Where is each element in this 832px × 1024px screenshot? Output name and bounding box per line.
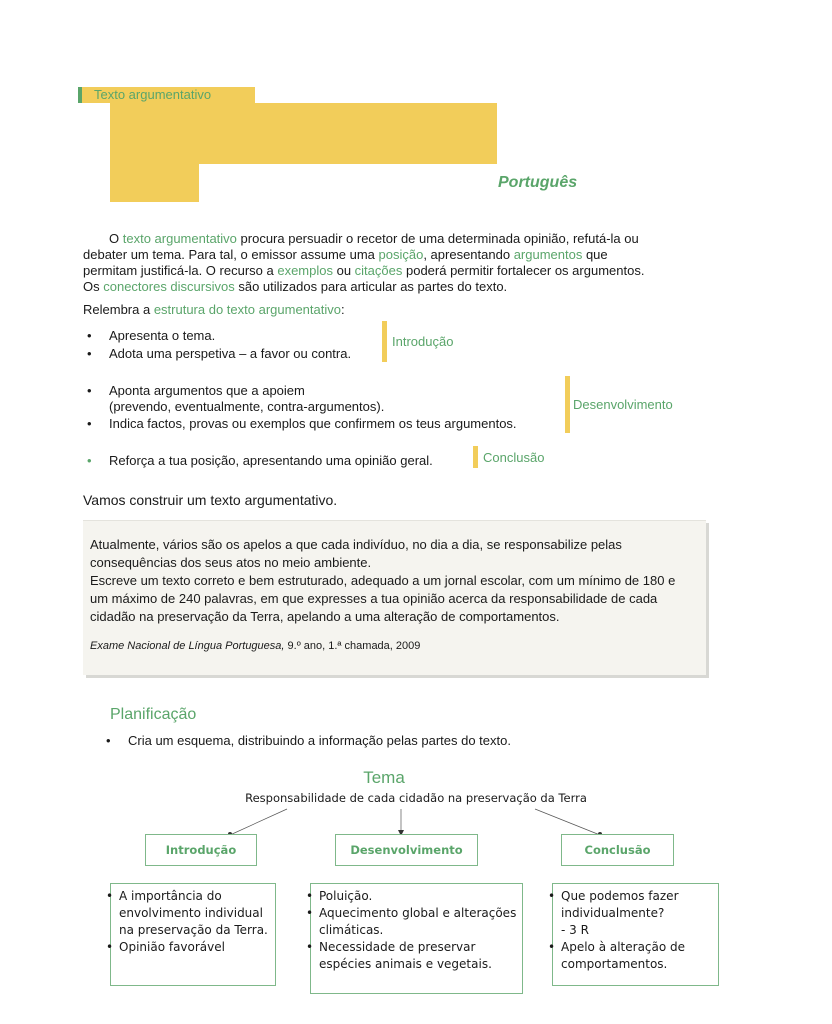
planning-instruction: • Cria um esquema, distribuindo a informação pelas partes do texto. <box>106 733 511 748</box>
list-item: • Que podemos fazer individualmente? - 3 R <box>548 889 679 937</box>
diagram-head-introducao: Introdução <box>145 834 257 866</box>
vamos-heading: Vamos construir um texto argumentativo. <box>83 492 338 508</box>
dev-bracket <box>565 376 570 433</box>
list-item: • Apelo à alteração de comportamentos. <box>548 940 686 971</box>
exam-source: Exame Nacional de Língua Portuguesa, 9.º ano, 1.ª chamada, 2009 <box>90 640 421 652</box>
planning-title: Planificação <box>110 706 197 723</box>
decorative-block-bottom <box>110 164 199 202</box>
diagram-head-conclusao: Conclusão <box>561 834 674 866</box>
concl-label: Conclusão <box>483 450 545 465</box>
relembra-line: Relembra a estrutura do texto argumentativo: <box>83 302 345 317</box>
list-item: • Necessidade de preservar espécies animais e vegetais. <box>306 940 492 971</box>
list-item: • Opinião favorável <box>106 940 225 954</box>
list-item: • Aquecimento global e alterações climáticas. <box>306 906 517 937</box>
diagram-tema-title: Tema <box>363 768 405 787</box>
intro-label: Introdução <box>392 334 454 349</box>
keyword-argumentos: argumentos <box>513 247 583 262</box>
exam-text: Atualmente, vários são os apelos a que cada indivíduo, no dia a dia, se responsabilize pelas consequências dos seus atos no meio ambiente. Escreve um texto correto e bem estruturado, adequado a um jornal escolar, com um mínimo de 180 e um máximo de 240 palavras, em que expresses a tua opinião acerca da responsabilidade de cada cidadão na preservação da Terra, apelando a uma alteração de comportamentos. <box>90 537 676 624</box>
list-item: • Poluição. <box>306 889 373 903</box>
diagram-tema-text: Responsabilidade de cada cidadão na preservação da Terra <box>245 791 587 805</box>
keyword-exemplos: exemplos <box>277 263 333 278</box>
section-tag: Texto argumentativo <box>94 87 212 102</box>
list-item: • Adota uma perspetiva – a favor ou contra. <box>87 346 352 361</box>
keyword-texto-argumentativo: texto argumentativo <box>122 231 237 246</box>
diagram-head-desenvolvimento: Desenvolvimento <box>335 834 478 866</box>
list-item: • Aponta argumentos que a apoiem <box>87 383 305 398</box>
list-item: • Reforça a tua posição, apresentando uma opinião geral. <box>87 453 433 468</box>
list-item: • Indica factos, provas ou exemplos que confirmem os teus argumentos. <box>87 416 517 431</box>
concl-bracket <box>473 446 478 468</box>
diagram-box-desenvolvimento <box>306 883 523 994</box>
diagram-box-introducao <box>106 883 276 986</box>
list-item: • Apresenta o tema. <box>87 328 216 343</box>
keyword-conectores: conectores discursivos <box>103 279 235 294</box>
dev-label: Desenvolvimento <box>573 397 673 412</box>
list-item: • A importância do envolvimento individual na preservação da Terra. <box>106 889 268 937</box>
keyword-posicao: posição <box>378 247 424 262</box>
intro-bracket <box>382 321 387 362</box>
subject-title: Português <box>498 174 578 191</box>
intro-paragraph: O texto argumentativo procura persuadir o recetor de uma determinada opinião, refutá-la ou debater um tema. Para tal, o emissor assume uma posição, apresentando argumentos que permitam justificá-la. O recurso a exemplos ou citações poderá permitir fortalecer os argumentos. Os conectores discursivos são utilizados para articular as partes do texto. <box>83 231 645 294</box>
diagram-box-conclusao <box>548 883 719 986</box>
keyword-citacoes: citações <box>354 263 403 278</box>
list-item-continuation: (prevendo, eventualmente, contra-argumentos). <box>109 399 385 414</box>
estrutura-link: estrutura do texto argumentativo <box>153 302 341 317</box>
decorative-block-top <box>110 103 497 164</box>
